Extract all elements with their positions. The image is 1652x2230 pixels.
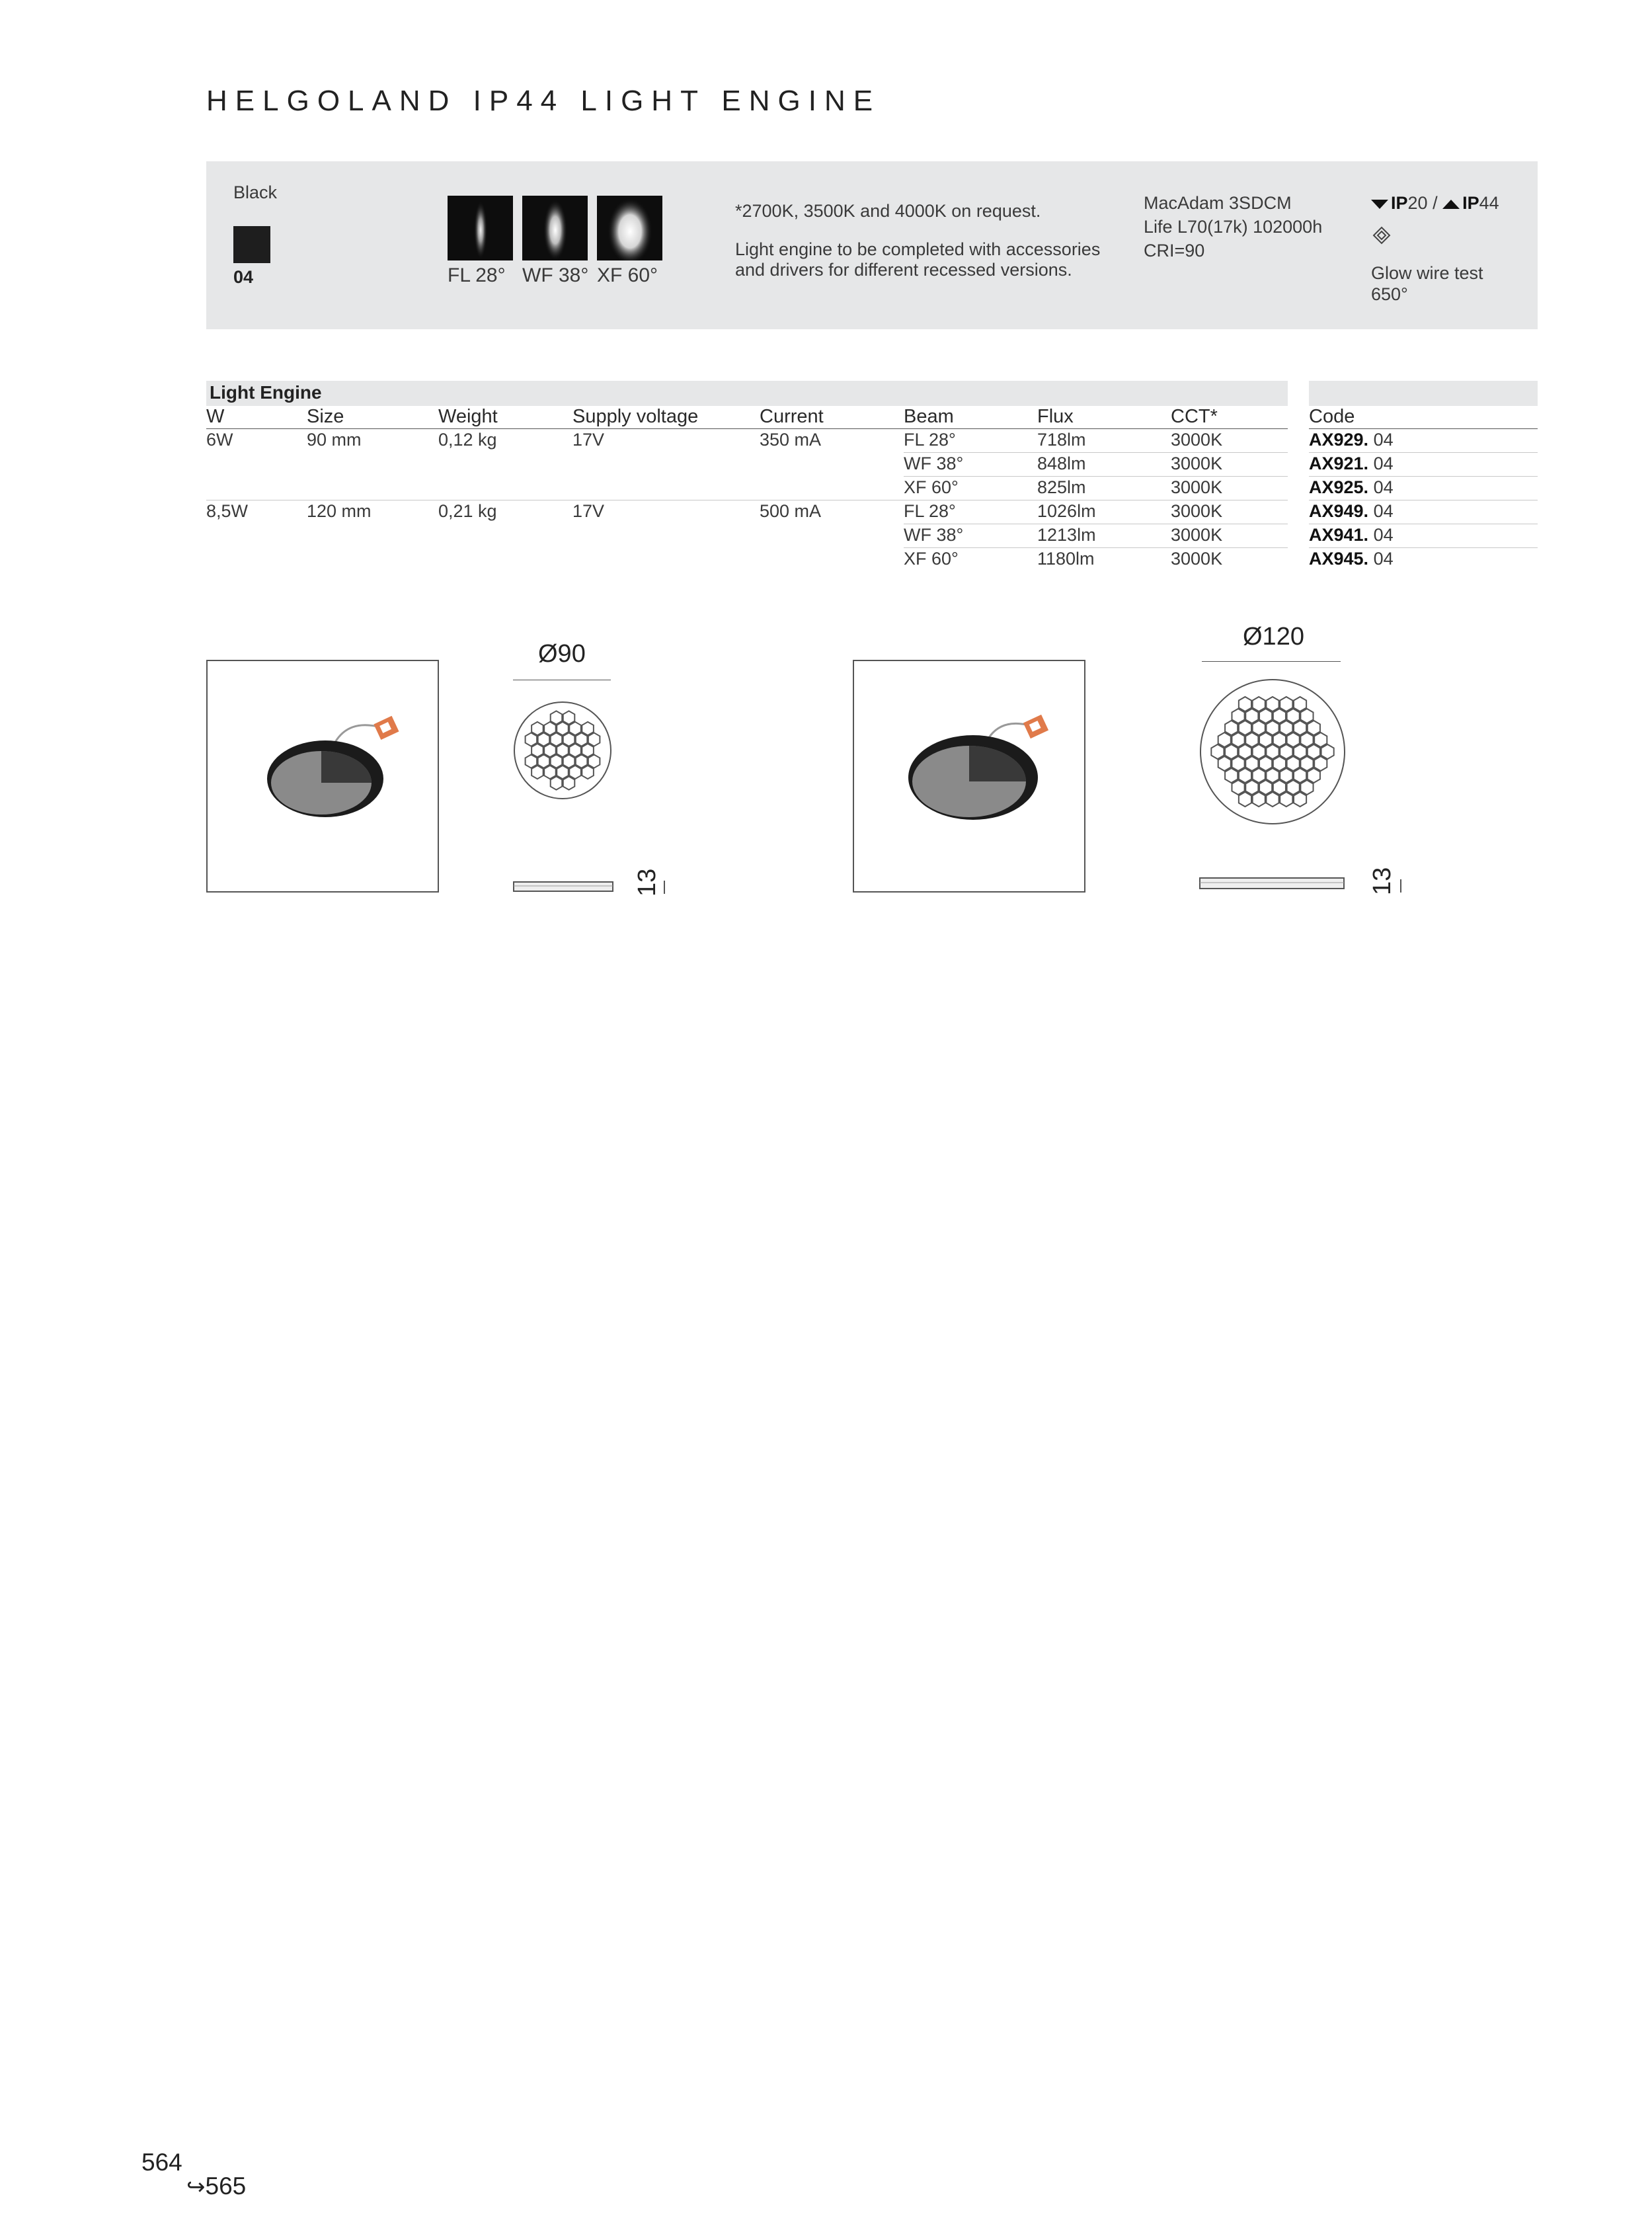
row-rule [904,547,1288,548]
cell-weight: 0,21 kg [438,501,497,521]
cell-flux: 825lm [1037,477,1086,497]
beam-fl-image [448,196,513,260]
diameter-label-small: Ø90 [538,640,586,668]
cell-code: AX945. 04 [1309,549,1394,569]
col-header-flux: Flux [1037,406,1074,427]
col-header-size: Size [307,406,344,427]
cell-weight: 0,12 kg [438,430,497,450]
diameter-label-large: Ø120 [1243,623,1304,651]
ip-rating: IP20 / IP44 [1371,193,1499,214]
code-row-rule [1309,547,1538,548]
cell-flux: 1213lm [1037,525,1096,545]
product-photo-small [206,660,439,893]
beam-xf-image [597,196,662,260]
cri-spec: CRI=90 [1144,241,1205,260]
cell-flux: 848lm [1037,454,1086,473]
cell-code: AX929. 04 [1309,430,1394,450]
lens-drawing-large [1199,678,1346,828]
header-rule [206,428,1288,429]
beam-fl-label: FL 28° [448,264,506,286]
height-label-large: 13 [1368,867,1396,895]
cell-flux: 718lm [1037,430,1086,450]
cell-current: 500 mA [760,501,822,521]
glow-wire-line1: Glow wire test [1371,263,1483,283]
cell-flux: 1026lm [1037,501,1096,521]
product-photo-large [853,660,1085,893]
col-header-weight: Weight [438,406,498,427]
completion-note-line2: and drivers for different recessed versions. [735,260,1072,280]
return-arrow-icon: ↪ [186,2174,206,2200]
life-spec: Life L70(17k) 102000h [1144,217,1323,237]
page-number: 564 [141,2149,182,2176]
code-header-rule [1309,428,1538,429]
row-rule [904,476,1288,477]
cell-w: 8,5W [206,501,249,521]
table-section-title: Light Engine [210,382,322,403]
page-title: HELGOLAND IP44 LIGHT ENGINE [206,85,881,117]
class-diamond-icon [1372,226,1391,248]
up-triangle-icon [1442,200,1460,209]
cell-beam: WF 38° [904,454,964,473]
col-header-code: Code [1309,406,1355,427]
col-header-w: W [206,406,225,427]
cell-cct: 3000K [1171,454,1223,473]
height-label-small: 13 [633,868,661,896]
cell-beam: FL 28° [904,430,956,450]
beam-wf-label: WF 38° [522,264,589,286]
cell-cct: 3000K [1171,525,1223,545]
cell-beam: XF 60° [904,477,959,497]
cell-code: AX921. 04 [1309,454,1394,473]
macadam-spec: MacAdam 3SDCM [1144,193,1292,213]
cell-size: 120 mm [307,501,372,521]
cell-cct: 3000K [1171,430,1223,450]
beam-wf-image [522,196,588,260]
profile-drawing-small [513,877,613,897]
cell-size: 90 mm [307,430,362,450]
code-section-header [1309,381,1538,406]
finish-swatch [233,226,270,263]
diameter-rule-large [1202,661,1341,662]
col-header-cct: CCT* [1171,406,1218,427]
cell-w: 6W [206,430,233,450]
finish-label: Black [233,182,278,202]
cell-current: 350 mA [760,430,822,450]
height-tick-large [1400,879,1401,893]
height-tick-small [664,881,665,894]
code-row-rule [1309,452,1538,453]
cell-beam: WF 38° [904,525,964,545]
glow-wire-line2: 650° [1371,284,1408,304]
completion-note-line1: Light engine to be completed with accessories [735,239,1101,259]
cct-note: *2700K, 3500K and 4000K on request. [735,201,1041,221]
cell-flux: 1180lm [1037,549,1095,569]
cell-voltage: 17V [572,501,605,521]
cell-beam: XF 60° [904,549,959,569]
cell-code: AX941. 04 [1309,525,1394,545]
code-row-rule [1309,476,1538,477]
cell-code: AX925. 04 [1309,477,1394,497]
col-header-current: Current [760,406,824,427]
cell-code: AX949. 04 [1309,501,1394,521]
profile-drawing-large [1199,873,1345,895]
col-header-beam: Beam [904,406,954,427]
page-reference[interactable]: ↪565 [186,2172,247,2200]
beam-xf-label: XF 60° [597,264,658,286]
cell-cct: 3000K [1171,477,1223,497]
cell-beam: FL 28° [904,501,956,521]
down-triangle-icon [1371,200,1388,209]
table-section-header [206,381,1288,406]
col-header-voltage: Supply voltage [572,406,699,427]
lens-drawing-small [513,701,612,803]
cell-cct: 3000K [1171,501,1223,521]
cell-cct: 3000K [1171,549,1223,569]
finish-code: 04 [233,267,254,287]
cell-voltage: 17V [572,430,605,450]
row-rule [904,452,1288,453]
